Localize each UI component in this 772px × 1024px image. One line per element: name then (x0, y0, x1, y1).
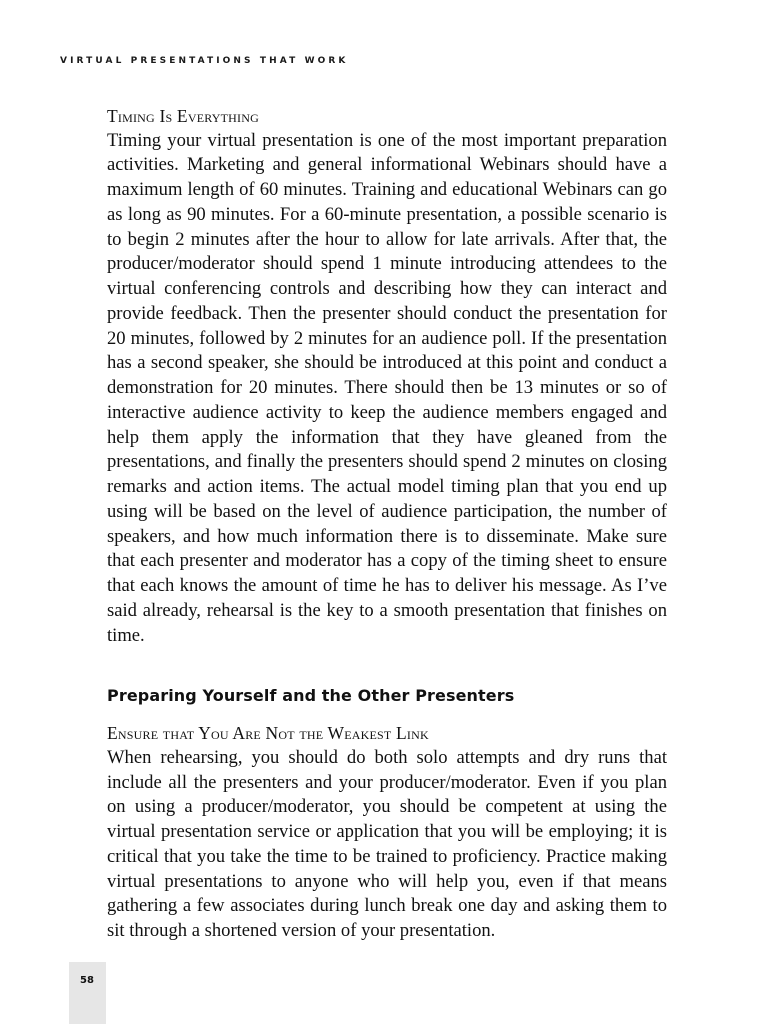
section-heading-weakest-link: Ensure that You Are Not the Weakest Link (107, 723, 429, 744)
paragraph-weakest-link: When rehearsing, you should do both solo attempts and dry runs that include all the presenters and your producer/moderator. Even if you plan on using a producer/moderator, you should be competent at using the virtual presentation service or application that you will be employing; it is critical that you take the time to be trained to proficiency. Practice making virtual presentations to anyone who will help you, even if that means gathering a few associates during lunch break one day and asking them to sit through a shortened version of your presentation. (107, 746, 667, 942)
page-content (107, 104, 667, 944)
spacer (107, 648, 667, 684)
section-heading-timing: Timing Is Everything (107, 106, 259, 126)
spacer (107, 708, 667, 721)
running-head: VIRTUAL PRESENTATIONS THAT WORK (60, 56, 349, 66)
page-number-tab (69, 962, 106, 1024)
page-number: 58 (80, 975, 94, 986)
paragraph-timing: Timing your virtual presentation is one of the most important preparation activities. Marketing and general informational Webinars should have a maximum length of 60 minutes. Training and educational Webinars can go as long as 90 minutes. For a 60-minute presentation, a possible scenario is to begin 2 minutes after the hour to allow for late arrivals. After that, the producer/moderator should spend 1 minute introducing attendees to the virtual conferencing controls and describing how they can interact and provide feedback. Then the presenter should conduct the presentation for 20 minutes, followed by 2 minutes for an audience poll. If the presentation has a second speaker, she should be introduced at this point and conduct a demonstration for 20 minutes. There should then be 13 minutes or so of interactive audience activity to keep the audience members engaged and help them apply the information that they have gleaned from the presentations, and finally the presenters should spend 2 minutes on closing remarks and action items. The actual model timing plan that you end up using will be based on the level of audience participation, the number of speakers, and how much information there is to disseminate. Make sure that each presenter and moderator has a copy of the timing sheet to ensure that each knows the amount of time he has to deliver his message. As I’ve said already, rehearsal is the key to a smooth presentation that finishes on time. (107, 129, 667, 646)
section-heading-preparing: Preparing Yourself and the Other Presenters (107, 686, 515, 706)
